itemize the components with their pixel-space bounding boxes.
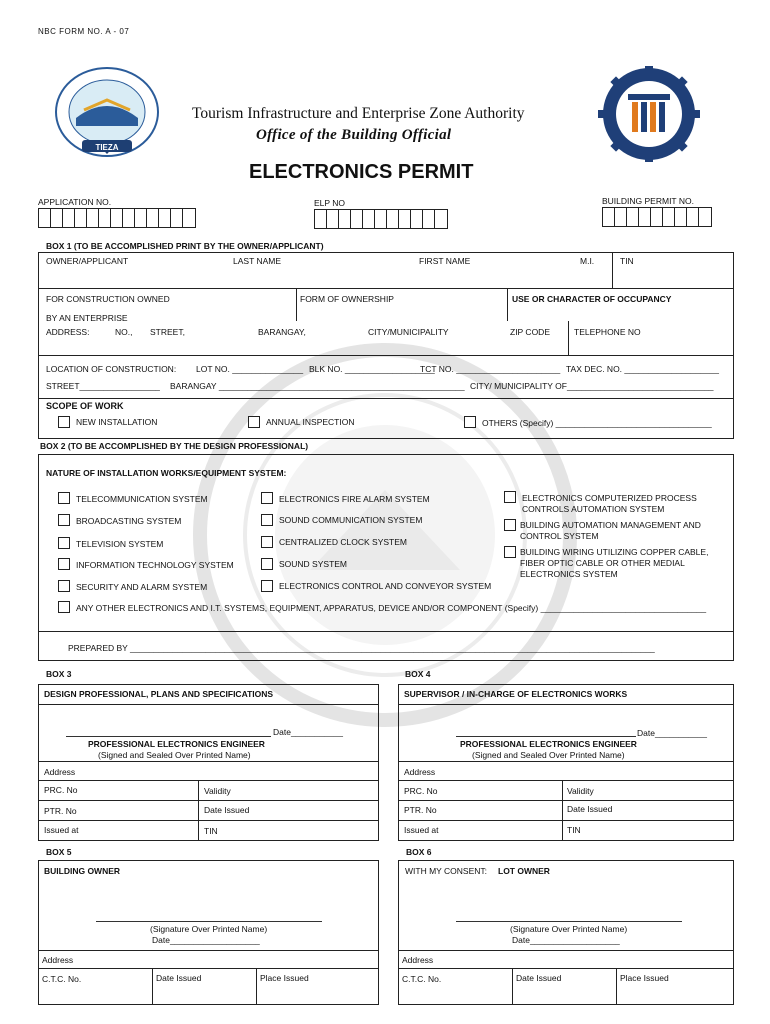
box3-label: BOX 3 [46, 669, 72, 679]
box4-prc-label: PRC. No [404, 786, 438, 796]
building-wiring-checkbox[interactable] [504, 546, 516, 558]
tin-label: TIN [620, 256, 634, 266]
box1-frame [38, 252, 734, 439]
box3-date-issued-label: Date Issued [204, 805, 250, 815]
computerized-process-label-2: CONTROLS AUTOMATION SYSTEM [522, 504, 665, 514]
street-field[interactable]: STREET_________________ [46, 381, 160, 391]
telecommunication-checkbox[interactable] [58, 492, 70, 504]
annual-inspection-label: ANNUAL INSPECTION [266, 417, 355, 427]
box3-engineer-label: PROFESSIONAL ELECTRONICS ENGINEER [88, 739, 265, 749]
box4-heading: SUPERVISOR / IN-CHARGE OF ELECTRONICS WORKS [404, 689, 628, 699]
box4-engineer-label: PROFESSIONAL ELECTRONICS ENGINEER [460, 739, 637, 749]
city-field[interactable]: CITY/ MUNICIPALITY OF_______________________________ [470, 381, 714, 391]
building-automation-checkbox[interactable] [504, 519, 516, 531]
address-city-label: CITY/MUNICIPALITY [368, 327, 449, 337]
box4-address-label: Address [404, 767, 436, 777]
box5-label: BOX 5 [46, 847, 72, 857]
tieza-logo-text: TIEZA [95, 143, 119, 152]
use-or-character-label: USE OR CHARACTER OF OCCUPANCY [512, 294, 672, 304]
control-conveyor-label: ELECTRONICS CONTROL AND CONVEYOR SYSTEM [279, 581, 492, 591]
elp-no-cells[interactable] [314, 209, 448, 229]
information-technology-label: INFORMATION TECHNOLOGY SYSTEM [76, 560, 234, 570]
box4-validity-label: Validity [567, 786, 594, 796]
sound-system-label: SOUND SYSTEM [279, 559, 348, 569]
box2-heading: BOX 2 (TO BE ACCOMPLISHED BY THE DESIGN PROFESSIONAL) [40, 441, 309, 451]
box3-heading: DESIGN PROFESSIONAL, PLANS AND SPECIFICATIONS [44, 689, 274, 699]
others-checkbox[interactable] [464, 416, 476, 428]
fire-alarm-checkbox[interactable] [261, 492, 273, 504]
box6-place-issued-label: Place Issued [620, 973, 669, 983]
building-permit-no-cells[interactable] [602, 207, 712, 227]
box6-address-label: Address [402, 955, 434, 965]
box5-signature-label: (Signature Over Printed Name) [150, 924, 268, 934]
box4-issued-at-label: Issued at [404, 825, 439, 835]
tct-no-field[interactable]: TCT NO. ______________________ [420, 364, 561, 374]
centralized-clock-checkbox[interactable] [261, 536, 273, 548]
building-wiring-label-3: ELECTRONICS SYSTEM [520, 569, 618, 579]
building-automation-label-2: CONTROL SYSTEM [520, 531, 599, 541]
dpwh-logo [598, 66, 700, 162]
blk-no-field[interactable]: BLK NO. ___________________ [309, 364, 435, 374]
box4-label: BOX 4 [405, 669, 431, 679]
first-name-label: FIRST NAME [419, 256, 471, 266]
building-automation-label: BUILDING AUTOMATION MANAGEMENT AND [520, 520, 701, 530]
building-wiring-label: BUILDING WIRING UTILIZING COPPER CABLE, [520, 547, 709, 557]
agency-name: Tourism Infrastructure and Enterprise Zone Authority [192, 105, 525, 122]
box3-ptr-label: PTR. No [44, 806, 77, 816]
application-no-label: APPLICATION NO. [38, 197, 112, 207]
information-technology-checkbox[interactable] [58, 558, 70, 570]
box3-issued-at-label: Issued at [44, 825, 79, 835]
box6-consent-label: WITH MY CONSENT: [405, 866, 488, 876]
address-barangay-label: BARANGAY, [258, 327, 306, 337]
any-other-checkbox[interactable] [58, 601, 70, 613]
box5-ctc-label: C.T.C. No. [42, 974, 82, 984]
computerized-process-label: ELECTRONICS COMPUTERIZED PROCESS [522, 493, 697, 503]
box6-ctc-label: C.T.C. No. [402, 974, 442, 984]
address-no-label: NO., [115, 327, 133, 337]
tieza-logo [54, 66, 160, 158]
sound-system-checkbox[interactable] [261, 558, 273, 570]
control-conveyor-checkbox[interactable] [261, 580, 273, 592]
office-name: Office of the Building Official [256, 127, 452, 143]
broadcasting-checkbox[interactable] [58, 514, 70, 526]
television-checkbox[interactable] [58, 537, 70, 549]
new-installation-checkbox[interactable] [58, 416, 70, 428]
box3-signed-label: (Signed and Sealed Over Printed Name) [98, 750, 251, 760]
centralized-clock-label: CENTRALIZED CLOCK SYSTEM [279, 537, 407, 547]
lot-no-field[interactable]: LOT NO. _______________ [196, 364, 304, 374]
zip-code-label: ZIP CODE [510, 327, 550, 337]
mi-label: M.I. [580, 256, 595, 266]
box5-date-field[interactable]: Date___________________ [152, 935, 260, 945]
security-alarm-checkbox[interactable] [58, 580, 70, 592]
box6-date-issued-label: Date Issued [516, 973, 562, 983]
box5-place-issued-label: Place Issued [260, 973, 309, 983]
for-construction-label: FOR CONSTRUCTION OWNED [46, 294, 170, 304]
box5-address-label: Address [42, 955, 74, 965]
box6-label: BOX 6 [406, 847, 432, 857]
box3-validity-label: Validity [204, 786, 231, 796]
others-field[interactable]: OTHERS (Specify) _________________________________ [482, 418, 712, 428]
box5-date-issued-label: Date Issued [156, 973, 202, 983]
box3-prc-label: PRC. No [44, 785, 78, 795]
computerized-process-checkbox[interactable] [504, 491, 516, 503]
box4-date-field[interactable]: Date___________ [637, 728, 707, 738]
elp-no-label: ELP NO [314, 198, 346, 208]
box3-frame [38, 684, 379, 841]
last-name-label: LAST NAME [233, 256, 282, 266]
box1-heading: BOX 1 (TO BE ACCOMPLISHED PRINT BY THE OWNER/APPLICANT) [46, 241, 324, 251]
address-label: ADDRESS: [46, 327, 90, 337]
box4-date-issued-label: Date Issued [567, 804, 613, 814]
television-label: TELEVISION SYSTEM [76, 539, 164, 549]
new-installation-label: NEW INSTALLATION [76, 417, 158, 427]
barangay-field[interactable]: BARANGAY ____________________________________________________ [170, 381, 465, 391]
box4-tin-label: TIN [567, 825, 581, 835]
box6-date-field[interactable]: Date___________________ [512, 935, 620, 945]
box5-heading: BUILDING OWNER [44, 866, 121, 876]
any-other-field[interactable]: ANY OTHER ELECTRONICS AND I.T. SYSTEMS, EQUIPMENT, APPARATUS, DEVICE AND/OR COMPONENT (Specify) ___________________________________ [76, 603, 707, 613]
form-number: NBC FORM NO. A - 07 [38, 27, 130, 36]
owner-applicant-label: OWNER/APPLICANT [46, 256, 129, 266]
annual-inspection-checkbox[interactable] [248, 416, 260, 428]
form-of-ownership-label: FORM OF OWNERSHIP [300, 294, 394, 304]
box6-signature-label: (Signature Over Printed Name) [510, 924, 628, 934]
prepared-by-field[interactable]: PREPARED BY _______________________________________________________________________________________________________________ [68, 643, 655, 653]
application-no-cells[interactable] [38, 208, 196, 228]
box4-ptr-label: PTR. No [404, 805, 437, 815]
security-alarm-label: SECURITY AND ALARM SYSTEM [76, 582, 208, 592]
box6-heading: LOT OWNER [498, 866, 550, 876]
telecommunication-label: TELECOMMUNICATION SYSTEM [76, 494, 208, 504]
box3-address-label: Address [44, 767, 76, 777]
broadcasting-label: BROADCASTING SYSTEM [76, 516, 182, 526]
address-street-label: STREET, [150, 327, 185, 337]
nature-heading: NATURE OF INSTALLATION WORKS/EQUIPMENT SYSTEM: [46, 468, 287, 478]
box4-frame [398, 684, 734, 841]
box3-tin-label: TIN [204, 826, 218, 836]
location-label: LOCATION OF CONSTRUCTION: [46, 364, 177, 374]
page-title: ELECTRONICS PERMIT [249, 161, 474, 183]
scope-of-work-heading: SCOPE OF WORK [46, 401, 124, 411]
sound-communication-label: SOUND COMMUNICATION SYSTEM [279, 515, 423, 525]
fire-alarm-label: ELECTRONICS FIRE ALARM SYSTEM [279, 494, 430, 504]
telephone-label: TELEPHONE NO [574, 327, 641, 337]
building-permit-no-label: BUILDING PERMIT NO. [602, 196, 694, 206]
box4-signed-label: (Signed and Sealed Over Printed Name) [472, 750, 625, 760]
tax-dec-field[interactable]: TAX DEC. NO. ____________________ [566, 364, 719, 374]
by-enterprise-label: BY AN ENTERPRISE [46, 313, 128, 323]
building-wiring-label-2: FIBER OPTIC CABLE OR OTHER MEDIAL [520, 558, 685, 568]
sound-communication-checkbox[interactable] [261, 514, 273, 526]
box3-date-field[interactable]: Date___________ [273, 727, 343, 737]
